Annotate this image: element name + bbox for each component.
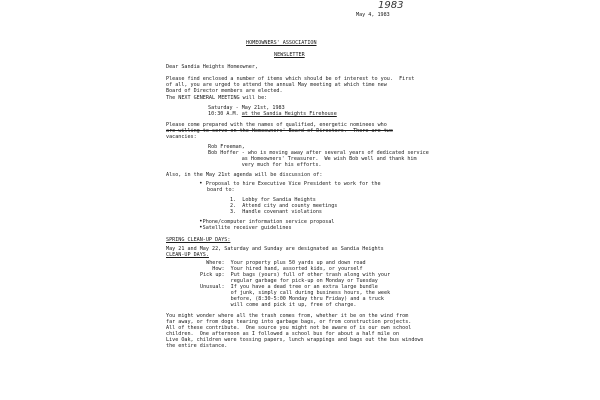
meeting-time: 10:30 A.M. at the Sandia Heights Firehouse bbox=[208, 111, 337, 117]
agenda-bullet-3: •Satellite receiver guidelines bbox=[199, 224, 292, 231]
handwritten-year: 1983 bbox=[378, 0, 404, 11]
cleanup-how: How: Your hired hand, assorted kids, or yourself bbox=[200, 266, 363, 272]
agenda-bullet-2: •Phone/computer information service proposal bbox=[199, 218, 335, 225]
vacancy-bob-3: very much for his efforts. bbox=[208, 162, 322, 168]
closing-line-4: children. One afternoon as I followed a school bus for about a half mile on bbox=[166, 331, 400, 337]
cleanup-where: Where: Your property plus 50 yards up and down road bbox=[200, 260, 366, 266]
cleanup-pickup-2: regular garbage for pick-up on Monday or Tuesday bbox=[200, 278, 378, 284]
nominees-line-1: Please come prepared with the names of qualified, energetic nominees who bbox=[166, 122, 387, 128]
cleanup-unusual-3: before, (8:30-5:00 Monday thru Friday) and a truck bbox=[200, 296, 385, 302]
agenda-sub-1: 1. Lobby for Sandia Heights bbox=[230, 197, 316, 203]
nominees-line-2: are willing to serve on the Homeowners' Board of Directors. There are two bbox=[166, 128, 393, 134]
closing-line-6: the entire distance. bbox=[166, 343, 228, 349]
cleanup-unusual-2: of junk, simply call during business hours, the week bbox=[200, 290, 391, 296]
intro-line-3: Board of Director members are elected. bbox=[166, 88, 283, 94]
vacancy-bob-2: as Homeowners' Treasurer. We wish Bob well and thank him bbox=[208, 156, 417, 162]
newsletter-title: NEWSLETTER bbox=[274, 52, 305, 58]
agenda-sub-3: 3. Handle covenant violations bbox=[230, 209, 323, 215]
nominees-line-3: vacancies: bbox=[166, 134, 197, 140]
cleanup-unusual-1: Unusual: If you have a dead tree or an extra large bundle bbox=[200, 284, 378, 290]
spring-cleanup-heading: SPRING CLEAN-UP DAYS: bbox=[166, 237, 231, 243]
closing-line-5: Live Oak, children were tossing papers, lunch wrappings and bags out the bus windows bbox=[166, 337, 424, 343]
cleanup-days-label: CLEAN-UP DAYS. bbox=[166, 252, 209, 258]
org-heading: HOMEOWNERS' ASSOCIATION bbox=[246, 40, 317, 46]
cleanup-unusual-4: will come and pick it up, free of charge. bbox=[200, 302, 357, 308]
vacancy-rob: Rob Freeman, bbox=[208, 144, 245, 150]
agenda-intro: Also, in the May 21st agenda will be discussion of: bbox=[166, 172, 323, 178]
closing-line-1: You might wonder where all the trash comes from, whether it be on the wind from bbox=[166, 313, 409, 319]
salutation: Dear Sandia Heights Homeowner, bbox=[166, 64, 259, 70]
letter-date: May 4, 1983 bbox=[356, 12, 390, 18]
agenda-sub-2: 2. Attend city and county meetings bbox=[230, 203, 338, 209]
closing-line-2: far away, or from dogs tearing into garbage bags, or from construction projects. bbox=[166, 319, 412, 325]
agenda-bullet-1-line-2: board to: bbox=[207, 187, 235, 193]
vacancy-bob-1: Bob Hoffer - who is moving away after several years of dedicated service bbox=[208, 150, 429, 156]
intro-line-1: Please find enclosed a number of items which should be of interest to you. First bbox=[166, 76, 415, 82]
intro-line-2: of all, you are urged to attend the annual May meeting at which time new bbox=[166, 82, 387, 88]
agenda-bullet-1: • Proposal to hire Executive Vice President to work for the bbox=[199, 180, 381, 187]
meeting-heading: The NEXT GENERAL MEETING will be: bbox=[166, 95, 268, 101]
cleanup-pickup-1: Pick up: Put bags (yours) full of other trash along with your bbox=[200, 272, 391, 278]
meeting-location: at the Sandia Heights Firehouse bbox=[241, 111, 337, 117]
cleanup-intro: May 21 and May 22, Saturday and Sunday are designated as Sandia Heights bbox=[166, 246, 384, 252]
meeting-date: Saturday - May 21st, 1983 bbox=[208, 105, 285, 111]
closing-line-3: All of these contribute. One source you might not be aware of is our own school bbox=[166, 325, 412, 331]
